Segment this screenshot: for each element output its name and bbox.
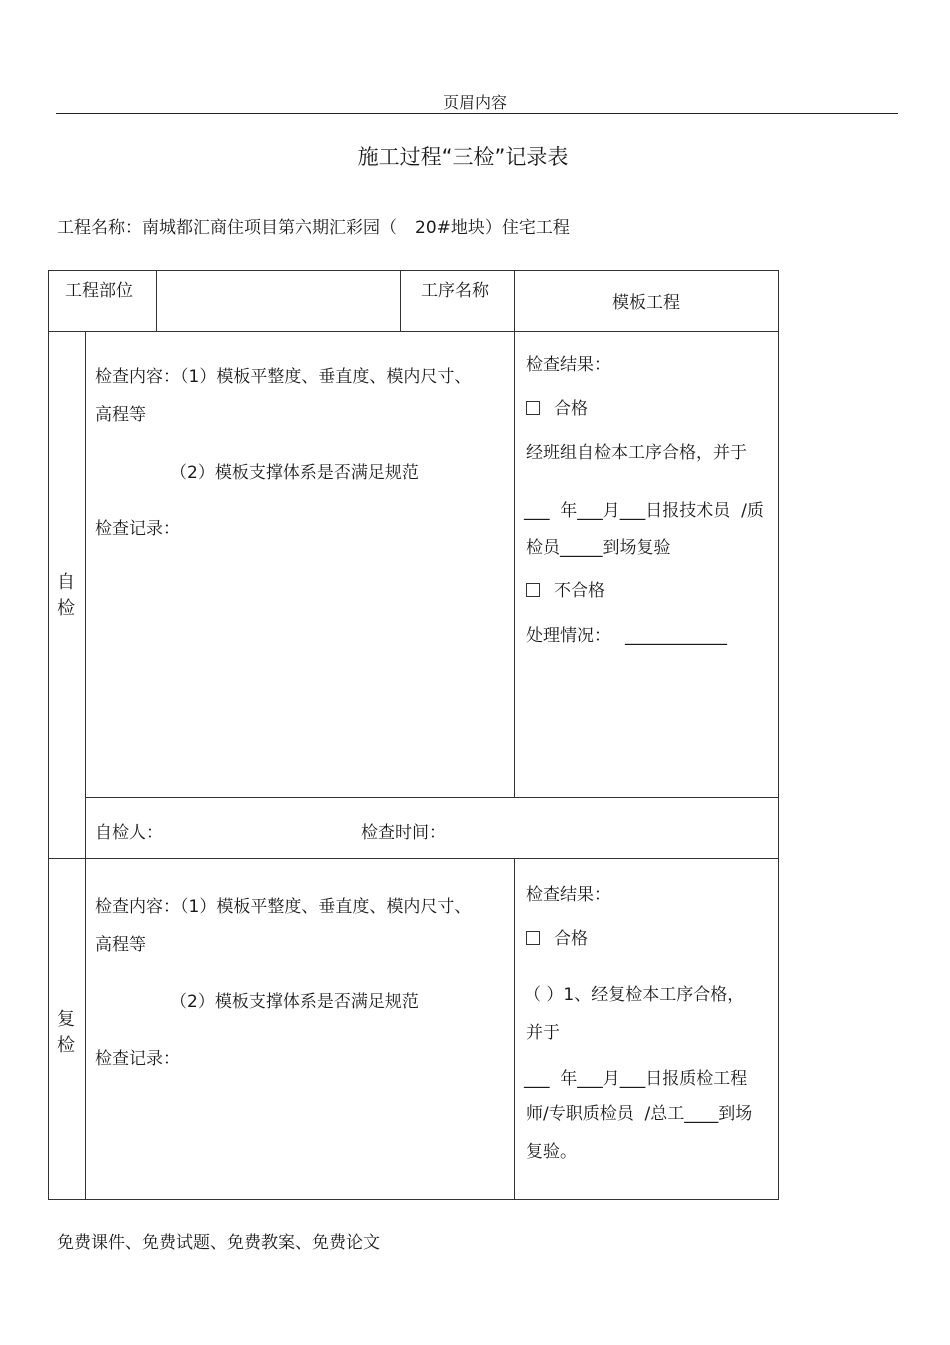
self-check-fail-option[interactable] (526, 576, 605, 601)
re-check-line5: 复验。 (526, 1142, 577, 1162)
self-check-inspector-line: 检员_____到场复验 (526, 538, 671, 558)
pass-label: 合格 (554, 399, 588, 419)
self-check-record-label: 检查记录： (95, 519, 180, 539)
table-right-border (778, 270, 779, 1200)
page-footer: 免费课件、免费试题、免费教案、免费论文 (57, 1233, 380, 1253)
re-check-line1: （ ）1、经复检本工序合格， (524, 985, 745, 1005)
re-check-line2: 并于 (526, 1023, 560, 1043)
project-name-part1: 南城都汇商住项目第六期汇彩园（ (142, 218, 397, 238)
self-check-pass-option[interactable] (526, 394, 588, 419)
re-check-result-label: 检查结果： (526, 885, 611, 905)
re-check-record-label: 检查记录： (95, 1049, 180, 1069)
part-label: 工程部位 (65, 281, 133, 301)
self-check-date-line: ___ 年___月___日报技术员 /质 (524, 501, 764, 521)
project-label: 工程名称： (57, 218, 142, 238)
re-pass-label: 合格 (554, 929, 588, 949)
self-check-handling (526, 621, 727, 646)
self-check-side-label: 自 检 (57, 572, 75, 619)
table-col-divider (400, 270, 401, 331)
self-check-content-line1: 检查内容：（1）模板平整度、垂直度、模内尺寸、 (95, 367, 472, 387)
pass-checkbox[interactable] (526, 401, 540, 415)
table-left-border (48, 270, 49, 1200)
self-check-content-line2: 高程等 (95, 405, 146, 425)
handling-blank: ____________ (625, 626, 727, 646)
re-check-content-line1: 检查内容：（1）模板平整度、垂直度、模内尺寸、 (95, 897, 472, 917)
re-check-pass-option[interactable] (526, 924, 588, 949)
self-check-pass-text: 经班组自检本工序合格，并于 (526, 443, 747, 463)
table-row-divider (48, 331, 779, 332)
inspection-time-label: 检查时间： (361, 823, 446, 843)
table-col-divider (156, 270, 157, 331)
process-label: 工序名称 (421, 281, 489, 301)
re-check-content-item2: （2）模板支撑体系是否满足规范 (170, 992, 419, 1012)
fail-label: 不合格 (554, 581, 605, 601)
document-title: 施工过程“三检”记录表 (357, 145, 569, 169)
process-value: 模板工程 (612, 293, 680, 313)
table-top-border (48, 270, 779, 271)
self-check-result-label: 检查结果： (526, 355, 611, 375)
re-check-side-label: 复 检 (57, 1009, 75, 1056)
table-bottom-border (48, 1199, 779, 1200)
table-col-divider (514, 270, 515, 331)
header-divider (56, 113, 898, 114)
handling-label: 处理情况： (526, 626, 611, 646)
re-pass-checkbox[interactable] (526, 931, 540, 945)
table-col-divider (85, 331, 86, 1199)
re-check-line3: ___ 年___月___日报质检工程 (524, 1069, 748, 1089)
page-header: 页眉内容 (442, 93, 507, 112)
table-col-divider (514, 331, 515, 797)
project-name-part2: 20#地块）住宅工程 (415, 218, 570, 238)
project-name-line (57, 213, 570, 238)
self-inspector-label: 自检人： (95, 823, 163, 843)
fail-checkbox[interactable] (526, 583, 540, 597)
re-check-line4: 师/专职质检员 /总工____到场 (526, 1104, 753, 1124)
table-row-divider (48, 858, 779, 859)
table-col-divider (514, 858, 515, 1199)
re-check-content-line2: 高程等 (95, 935, 146, 955)
table-row-divider (85, 797, 779, 798)
self-check-content-item2: （2）模板支撑体系是否满足规范 (170, 463, 419, 483)
